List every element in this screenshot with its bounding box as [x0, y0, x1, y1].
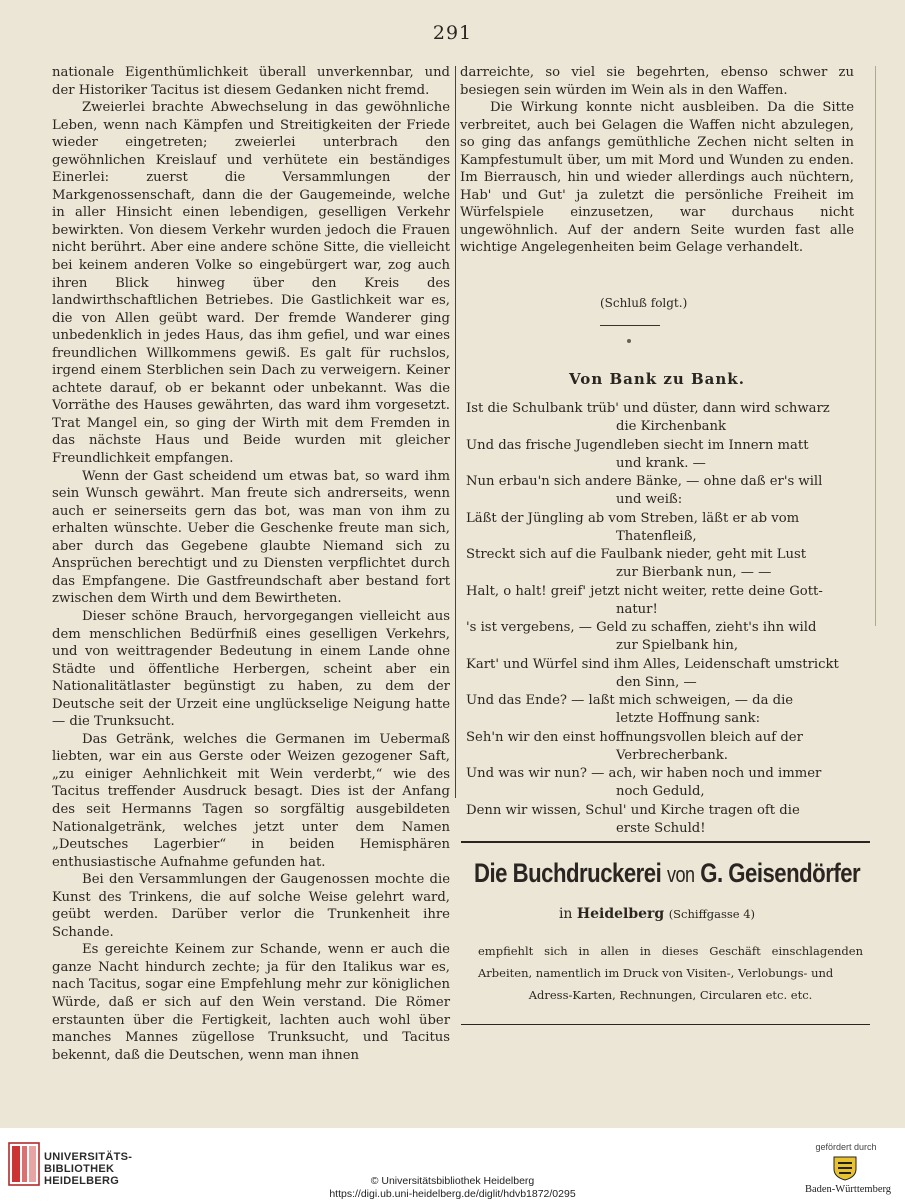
- ad-head-owner: G. Geisendörfer: [700, 858, 861, 888]
- poem-line: Denn wir wissen, Schul' und Kirche tragen oft die: [466, 802, 800, 818]
- ad-head-von: von: [666, 862, 695, 887]
- poem-line-continuation: Verbrecherbank.: [616, 747, 728, 763]
- paragraph: Dieser schöne Brauch, hervorgegangen vielleicht aus dem menschlichen Bedürfniß eines geselligen Verkehrs, und von weittragender Bedeutung in einem Lande ohne Städte und öffentliche Herbergen, scheint aber ein Nationalitätlaster begünstigt zu haben, zu dem der Deutsche seit der Urzeit eine unglückselige Neigung hatte — die Trunksucht.: [52, 608, 450, 730]
- ad-body-last-line: Adress-Karten, Rechnungen, Circularen etc. etc.: [528, 988, 813, 1002]
- library-name-line: BIBLIOTHEK: [44, 1163, 115, 1175]
- column-divider: [455, 66, 456, 798]
- paragraph: darreichte, so viel sie begehrten, ebenso schwer zu besiegen sein würden im Wein als in den Waffen.: [460, 65, 854, 98]
- copyright-notice: © Universitätsbibliothek Heidelberg: [370, 1175, 535, 1187]
- poem: [466, 400, 860, 838]
- ornament-dot: [627, 339, 631, 343]
- right-column: [460, 64, 854, 257]
- poem-line-continuation: und krank. —: [616, 455, 706, 471]
- poem-line: Ist die Schulbank trüb' und düster, dann wird schwarz: [466, 401, 830, 416]
- poem-title: Von Bank zu Bank.: [569, 370, 745, 388]
- poem-line: Und das Ende? — laßt mich schweigen, — da die: [466, 693, 794, 708]
- poem-line: Seh'n wir den einst hoffnungsvollen bleich auf der: [466, 729, 803, 745]
- poem-line: Läßt der Jüngling ab vom Streben, läßt er ab vom: [466, 510, 800, 526]
- paragraph: Wenn der Gast scheidend um etwas bat, so ward ihm sein Wunsch gewährt. Man freute sich andrerseits, wenn auch er seinerseits gern das bot, was man von ihm zu erhalten wünschte. Ueber die Geschenke freute man sich, aber durch das Gegebene glaubte Niemand sich zu Ansprüchen berechtigt und zu Diensten verpflichtet durch das Empfangene. Die Gastfreundschaft aber bestand fort zwischen dem Wirth und dem Bewirtheten.: [52, 468, 450, 607]
- state-crest-icon: [828, 1155, 862, 1181]
- to-be-continued-note: (Schluß folgt.): [600, 296, 688, 310]
- ad-sub-address: (Schiffgasse 4): [668, 907, 756, 921]
- citation-link[interactable]: https://digi.ub.uni-heidelberg.de/diglit/hdvb1872/0295: [329, 1188, 576, 1200]
- page-edge-line: [875, 66, 876, 626]
- poem-line-continuation: letzte Hoffnung sank:: [616, 711, 761, 727]
- poem-line: Nun erbau'n sich andere Bänke, — ohne daß er's will: [466, 474, 823, 489]
- poem-line-continuation: zur Spielbank hin,: [616, 638, 739, 654]
- advertisement-body: [478, 940, 863, 1006]
- poem-line-continuation: zur Bierbank nun, — —: [616, 565, 772, 581]
- poem-line: 's ist vergebens, — Geld zu schaffen, zieht's ihn wild: [466, 620, 817, 635]
- poem-line-continuation: den Sinn, —: [616, 674, 697, 690]
- paragraph: Bei den Versammlungen der Gaugenossen mochte die Kunst des Trinkens, die auf solche Weise gelehrt ward, geübt werden. Darüber verlor die Trunkenheit ihre Schande.: [52, 872, 450, 940]
- library-name-line: HEIDELBERG: [44, 1175, 120, 1187]
- paragraph: Es gereichte Keinem zur Schande, wenn er auch die ganze Nacht hindurch zechte; ja für den Italikus war es, nach Tacitus, sogar eine Empfehlung mehr zur königlichen Würde, daß er sich auf den Wein verstand. Die Römer erstaunten über die Fertigkeit, lachten auch wohl über manches Mannes zügellose Trunksucht, und Tacitus bekennt, daß die Deutschen, wenn man ihnen: [52, 942, 450, 1063]
- poem-line: Halt, o halt! greif' jetzt nicht weiter, rette deine Gott-: [466, 583, 823, 599]
- poem-line: Und was wir nun? — ach, wir haben noch und immer: [466, 766, 822, 781]
- ad-sub-in: in: [558, 906, 573, 922]
- ad-body-text: empfiehlt sich in allen in dieses Geschäft einschlagenden Arbeiten, namentlich im Druck von Visiten-, Verlobungs- und: [478, 944, 863, 980]
- ad-sub-city: Heidelberg: [576, 906, 665, 922]
- poem-line: Streckt sich auf die Faulbank nieder, geht mit Lust: [466, 547, 807, 562]
- library-name-line: UNIVERSITÄTS-: [44, 1151, 133, 1163]
- poem-line-continuation: natur!: [616, 601, 658, 617]
- poem-line-continuation: und weiß:: [616, 492, 683, 508]
- paragraph: nationale Eigenthümlichkeit überall unverkennbar, und der Historiker Tacitus ist diesem Gedanken nicht fremd.: [52, 65, 450, 98]
- advertisement-top-rule: [461, 841, 870, 843]
- section-separator: [600, 325, 660, 326]
- funded-by-label: gefördert durch: [815, 1142, 877, 1152]
- poem-line-continuation: Thatenfleiß,: [616, 528, 697, 544]
- poem-line: Kart' und Würfel sind ihm Alles, Leidenschaft umstrickt: [466, 656, 839, 672]
- poem-line: Und das frische Jugendleben siecht im Innern matt: [466, 437, 809, 453]
- ad-head-business: Die Buchdruckerei: [474, 858, 662, 888]
- advertisement-location: [460, 906, 854, 922]
- advertisement-headline: [474, 858, 860, 889]
- poem-line-continuation: die Kirchenbank: [616, 419, 726, 435]
- page-number: 291: [432, 22, 473, 44]
- state-name: Baden-Württemberg: [804, 1184, 892, 1195]
- paragraph: Die Wirkung konnte nicht ausbleiben. Da die Sitte verbreitet, auch bei Gelagen die Waffen nicht abzulegen, so ging das anfangs gemüthliche Zechen nicht selten in Kampfestumult über, um mit Mord und Wunden zu enden. Im Bierrausch, hin und wieder allerdings auch nüchtern, Hab' und Gut' ja zuletzt die persönliche Freiheit im Würfelspiele einzusetzen, war durchaus nicht ungewöhnlich. Auf der andern Seite wurden fast alle wichtige Angelegenheiten beim Gelage verhandelt.: [460, 100, 854, 256]
- left-column: [52, 64, 450, 1064]
- paragraph: Das Getränk, welches die Germanen im Uebermaß liebten, war ein aus Gerste oder Weizen gezogener Saft, „zu einiger Aehnlichkeit mit Wein verderbt,“ wie des Tacitus treffender Ausdruck besagt. Dies ist der Anfang des seit Hermanns Tagen so sorgfältig ausgebildeten Nationalgetränk, welches jetzt unter dem Namen „Deutsches Lagerbier“ in beiden Hemisphären enthusiastische Aufnahme gefunden hat.: [52, 731, 450, 870]
- poem-line-continuation: erste Schuld!: [616, 820, 706, 836]
- poem-line-continuation: noch Geduld,: [616, 784, 705, 800]
- paragraph: Zweierlei brachte Abwechselung in das gewöhnliche Leben, wenn nach Kämpfen und Streitigkeiten der Friede wieder eingetreten; zweierlei unterbrach den gewöhnlichen Kreislauf und verhütete ein beständiges Einerlei: zuerst die Versammlungen der Markgenossenschaft, dann die der Gaugemeinde, welche in aller Hinsicht einen lebendigen, geselligen Verkehr bewirkten. Von diesem Verkehr wurden jedoch die Frauen nicht berührt. Aber eine andere schöne Sitte, die vielleicht bei keinem anderen Volke so eingebürgert war, zog auch ihren Blick hinweg über den Kreis des landwirthschaftlichen Betriebes. Die Gastlichkeit war es, die von Allen geübt ward. Der fremde Wanderer ging unbedenklich in jedes Haus, das ihm gefiel, und war eines freundlichen Willkommens gewiß. Es galt für ruchslos, irgend einem Sterblichen sein Dach zu verweigern. Keiner achtete darauf, ob er bekannt oder unbekannt. Was die Vorräthe des Hauses gewährten, das ward ihm vorgesetzt. Trat Mangel ein, so ging der Wirth mit dem Fremden in das nächste Haus und Beide wurden mit gleicher Freundlichkeit empfangen.: [52, 100, 450, 467]
- advertisement-bottom-rule: [461, 1024, 870, 1025]
